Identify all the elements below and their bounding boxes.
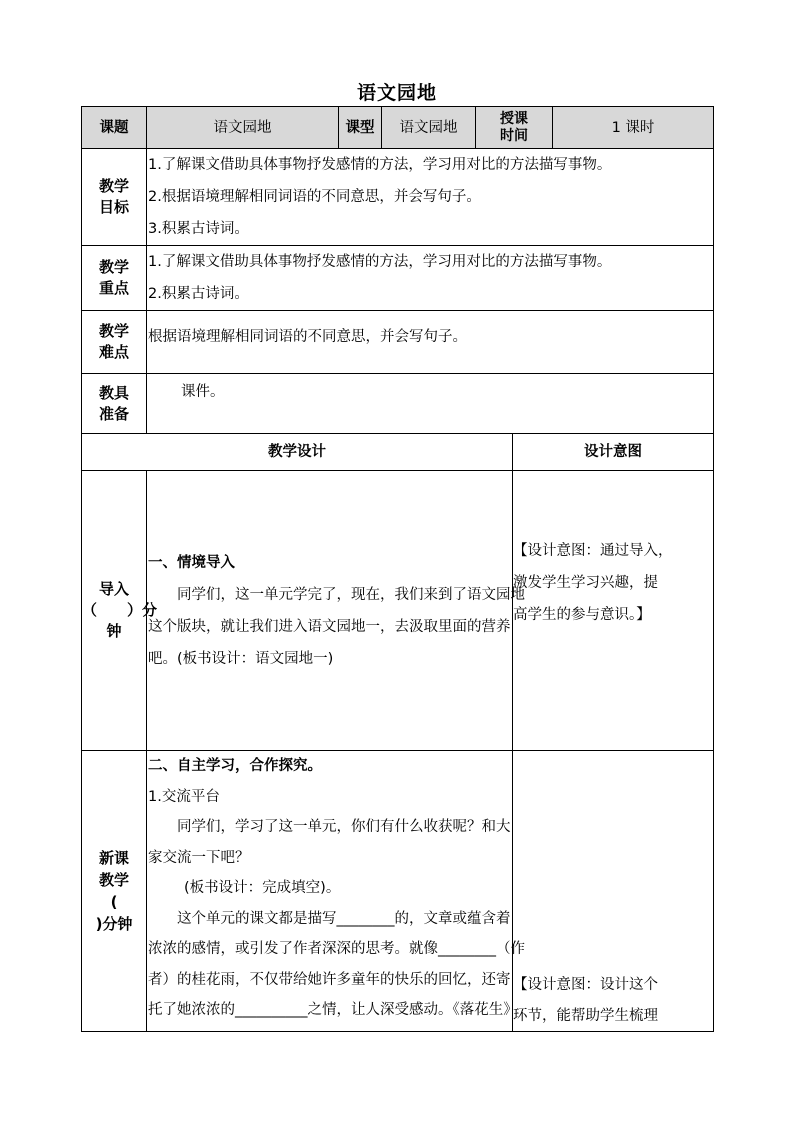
type-label: 课型: [339, 107, 382, 149]
materials-content: [147, 374, 714, 434]
goals-label: [82, 149, 147, 246]
difficulties-label: [82, 311, 147, 374]
goals-label-line-2: 目标: [98, 198, 129, 216]
topic-value: 语文园地: [147, 107, 339, 149]
new-lesson-intent-line: 【设计意图：设计这个: [513, 977, 658, 993]
goals-row: [82, 149, 714, 246]
intro-label-line-3: 钟: [106, 622, 122, 640]
difficulties-content: [147, 311, 714, 374]
intro-label: [82, 471, 158, 751]
intro-intent-line: 高学生的参与意识。】: [513, 607, 651, 623]
type-value: 语文园地: [382, 107, 476, 149]
intro-label-line-2: （ ）分: [82, 601, 158, 619]
time-value: 1 课时: [553, 107, 714, 149]
new-lesson-line: (板书设计：完成填空)。: [184, 880, 341, 896]
time-label-line-1: 授课: [500, 110, 528, 127]
new-lesson-intent-line: 环节，能帮助学生梳理: [513, 1007, 658, 1024]
difficulties-text: 根据语境理解相同词语的不同意思，并会写句子。: [148, 329, 467, 345]
new-lesson-row: [82, 751, 714, 1032]
key-points-content: [147, 246, 714, 311]
key-points-label-line-2: 重点: [98, 279, 129, 297]
header-row: [82, 107, 714, 149]
intro-intent-line: 【设计意图：通过导入，: [513, 543, 673, 559]
intro-content: [147, 471, 525, 751]
intro-row: [82, 471, 714, 751]
design-header-right: 设计意图: [513, 434, 714, 471]
materials-label: [82, 374, 147, 434]
difficulties-row: [82, 311, 714, 374]
key-points-label-line-1: 教学: [98, 258, 129, 276]
intro-line: 这个版块，就让我们进入语文园地一，去汲取里面的营养: [148, 618, 511, 635]
materials-text: 课件。: [181, 384, 225, 400]
goal-item: 2.根据语境理解相同词语的不同意思，并会写句子。: [148, 189, 481, 205]
key-points-label: [82, 246, 147, 311]
intro-label-line-1: 导入: [98, 580, 129, 598]
design-header-left: 教学设计: [82, 434, 513, 471]
new-lesson-label-line-2: 教学: [98, 871, 129, 889]
intro-heading: 一、情境导入: [148, 554, 235, 571]
new-lesson-line: 者）的桂花雨，不仅带给她许多童年的快乐的回忆，还寄: [148, 971, 511, 988]
key-point-item: 1.了解课文借助具体事物抒发感情的方法，学习用对比的方法描写事物。: [148, 254, 612, 270]
goal-item: 1.了解课文借助具体事物抒发感情的方法，学习用对比的方法描写事物。: [148, 157, 612, 173]
goals-label-line-1: 教学: [98, 177, 129, 195]
new-lesson-label-line-3: (: [110, 893, 118, 911]
document-title: 语文园地: [356, 82, 437, 104]
new-lesson-label-line-4: )分钟: [95, 915, 133, 933]
new-lesson-line: 浓浓的感情，或引发了作者深深的思考。就像________（作: [148, 941, 525, 957]
goal-item: 3.积累古诗词。: [148, 221, 249, 237]
time-label-line-2: 时间: [500, 127, 528, 144]
materials-label-line-1: 教具: [98, 383, 129, 402]
key-point-item: 2.积累古诗词。: [148, 286, 249, 302]
new-lesson-line: 家交流一下吧？: [148, 849, 250, 866]
key-points-row: [82, 246, 714, 311]
new-lesson-line: 这个单元的课文都是描写________的，文章或蕴含着: [177, 910, 511, 927]
materials-row: [82, 374, 714, 434]
topic-label: 课题: [82, 107, 147, 149]
lesson-plan-table: [81, 106, 714, 1032]
intro-intent-line: 激发学生学习兴趣，提: [513, 575, 658, 591]
design-header-row: [82, 434, 714, 471]
goals-content: [147, 149, 714, 246]
intro-line: 同学们，这一单元学完了，现在，我们来到了语文园地: [177, 586, 525, 603]
new-lesson-line: 托了她浓浓的__________之情，让人深受感动。《落花生》: [148, 1002, 518, 1018]
new-lesson-subheading: 1.交流平台: [148, 788, 220, 805]
difficulties-label-line-2: 难点: [98, 343, 129, 361]
materials-label-line-2: 准备: [98, 404, 129, 423]
intro-line: 吧。(板书设计：语文园地一): [148, 650, 334, 667]
new-lesson-label-line-1: 新课: [98, 849, 129, 867]
time-label: [476, 107, 553, 149]
new-lesson-heading: 二、自主学习，合作探究。: [148, 758, 322, 774]
difficulties-label-line-1: 教学: [98, 322, 129, 340]
new-lesson-intent: [513, 751, 714, 1032]
new-lesson-line: 同学们，学习了这一单元，你们有什么收获呢？和大: [177, 819, 511, 835]
new-lesson-label: [82, 751, 147, 1032]
new-lesson-content: [147, 751, 525, 1032]
intro-intent: [513, 471, 714, 751]
